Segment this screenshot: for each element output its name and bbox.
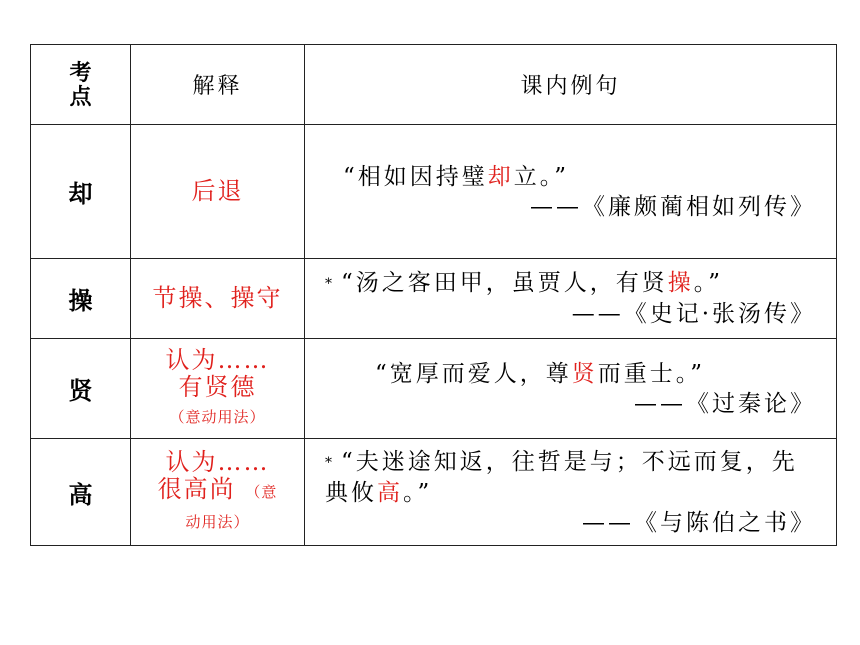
vocabulary-table xyxy=(30,44,837,546)
example-after: 。” xyxy=(403,479,433,506)
example-cell xyxy=(305,339,837,439)
meaning-cell xyxy=(131,125,305,259)
header-col2-text: 解释 xyxy=(192,74,243,99)
example-cell xyxy=(305,125,837,259)
key-char: 高 xyxy=(31,439,131,546)
meaning-cell xyxy=(131,439,305,546)
header-liju xyxy=(305,45,837,125)
meaning-note: （意动用法） xyxy=(169,407,266,426)
example-after: 而重士。” xyxy=(597,360,706,387)
meaning-note: （意动用法） xyxy=(185,482,278,531)
example-before: “夫迷途知返，往哲是与；不远而复，先典攸 xyxy=(325,448,798,506)
example-sentence xyxy=(325,359,816,389)
optional-marker: * xyxy=(325,276,335,292)
table-row xyxy=(31,339,837,439)
example-highlight: 贤 xyxy=(571,360,598,387)
meaning-text: 认为……有贤德 xyxy=(165,345,270,401)
table-row xyxy=(31,125,837,259)
example-source: ——《与陈伯之书》 xyxy=(582,509,816,536)
example-highlight: 操 xyxy=(667,270,694,296)
example-before: “汤之客田甲，虽贾人，有贤 xyxy=(341,270,668,296)
example-highlight: 却 xyxy=(487,163,514,190)
example-sentence xyxy=(325,268,816,299)
example-highlight: 高 xyxy=(377,479,403,506)
table-row xyxy=(31,439,837,546)
example-after: 立。” xyxy=(513,163,570,190)
header-jieshi xyxy=(131,45,305,125)
table-row xyxy=(31,259,837,339)
example-source: ——《过秦论》 xyxy=(634,390,816,417)
key-char: 却 xyxy=(31,125,131,259)
meaning-text: 后退 xyxy=(191,177,244,205)
example-source: ——《廉颇蔺相如列传》 xyxy=(530,193,816,220)
meaning-cell xyxy=(131,339,305,439)
header-col1-text: 考点 xyxy=(69,59,92,110)
key-char: 操 xyxy=(31,259,131,339)
header-row xyxy=(31,45,837,125)
example-sentence xyxy=(325,447,816,508)
example-cell xyxy=(305,439,837,546)
meaning-text: 认为……很高尚 xyxy=(157,447,270,503)
optional-marker: * xyxy=(325,454,335,471)
example-after: 。” xyxy=(693,270,724,296)
header-kaodian xyxy=(31,45,131,125)
key-char: 贤 xyxy=(31,339,131,439)
example-source: ——《史记·张汤传》 xyxy=(571,301,816,327)
meaning-text: 节操、操守 xyxy=(152,284,283,312)
meaning-cell xyxy=(131,259,305,339)
example-sentence xyxy=(325,162,816,192)
example-cell xyxy=(305,259,837,339)
example-before: “相如因持璧 xyxy=(343,163,488,190)
example-before: “宽厚而爱人，尊 xyxy=(375,360,572,387)
header-col3-text: 课内例句 xyxy=(520,74,621,99)
